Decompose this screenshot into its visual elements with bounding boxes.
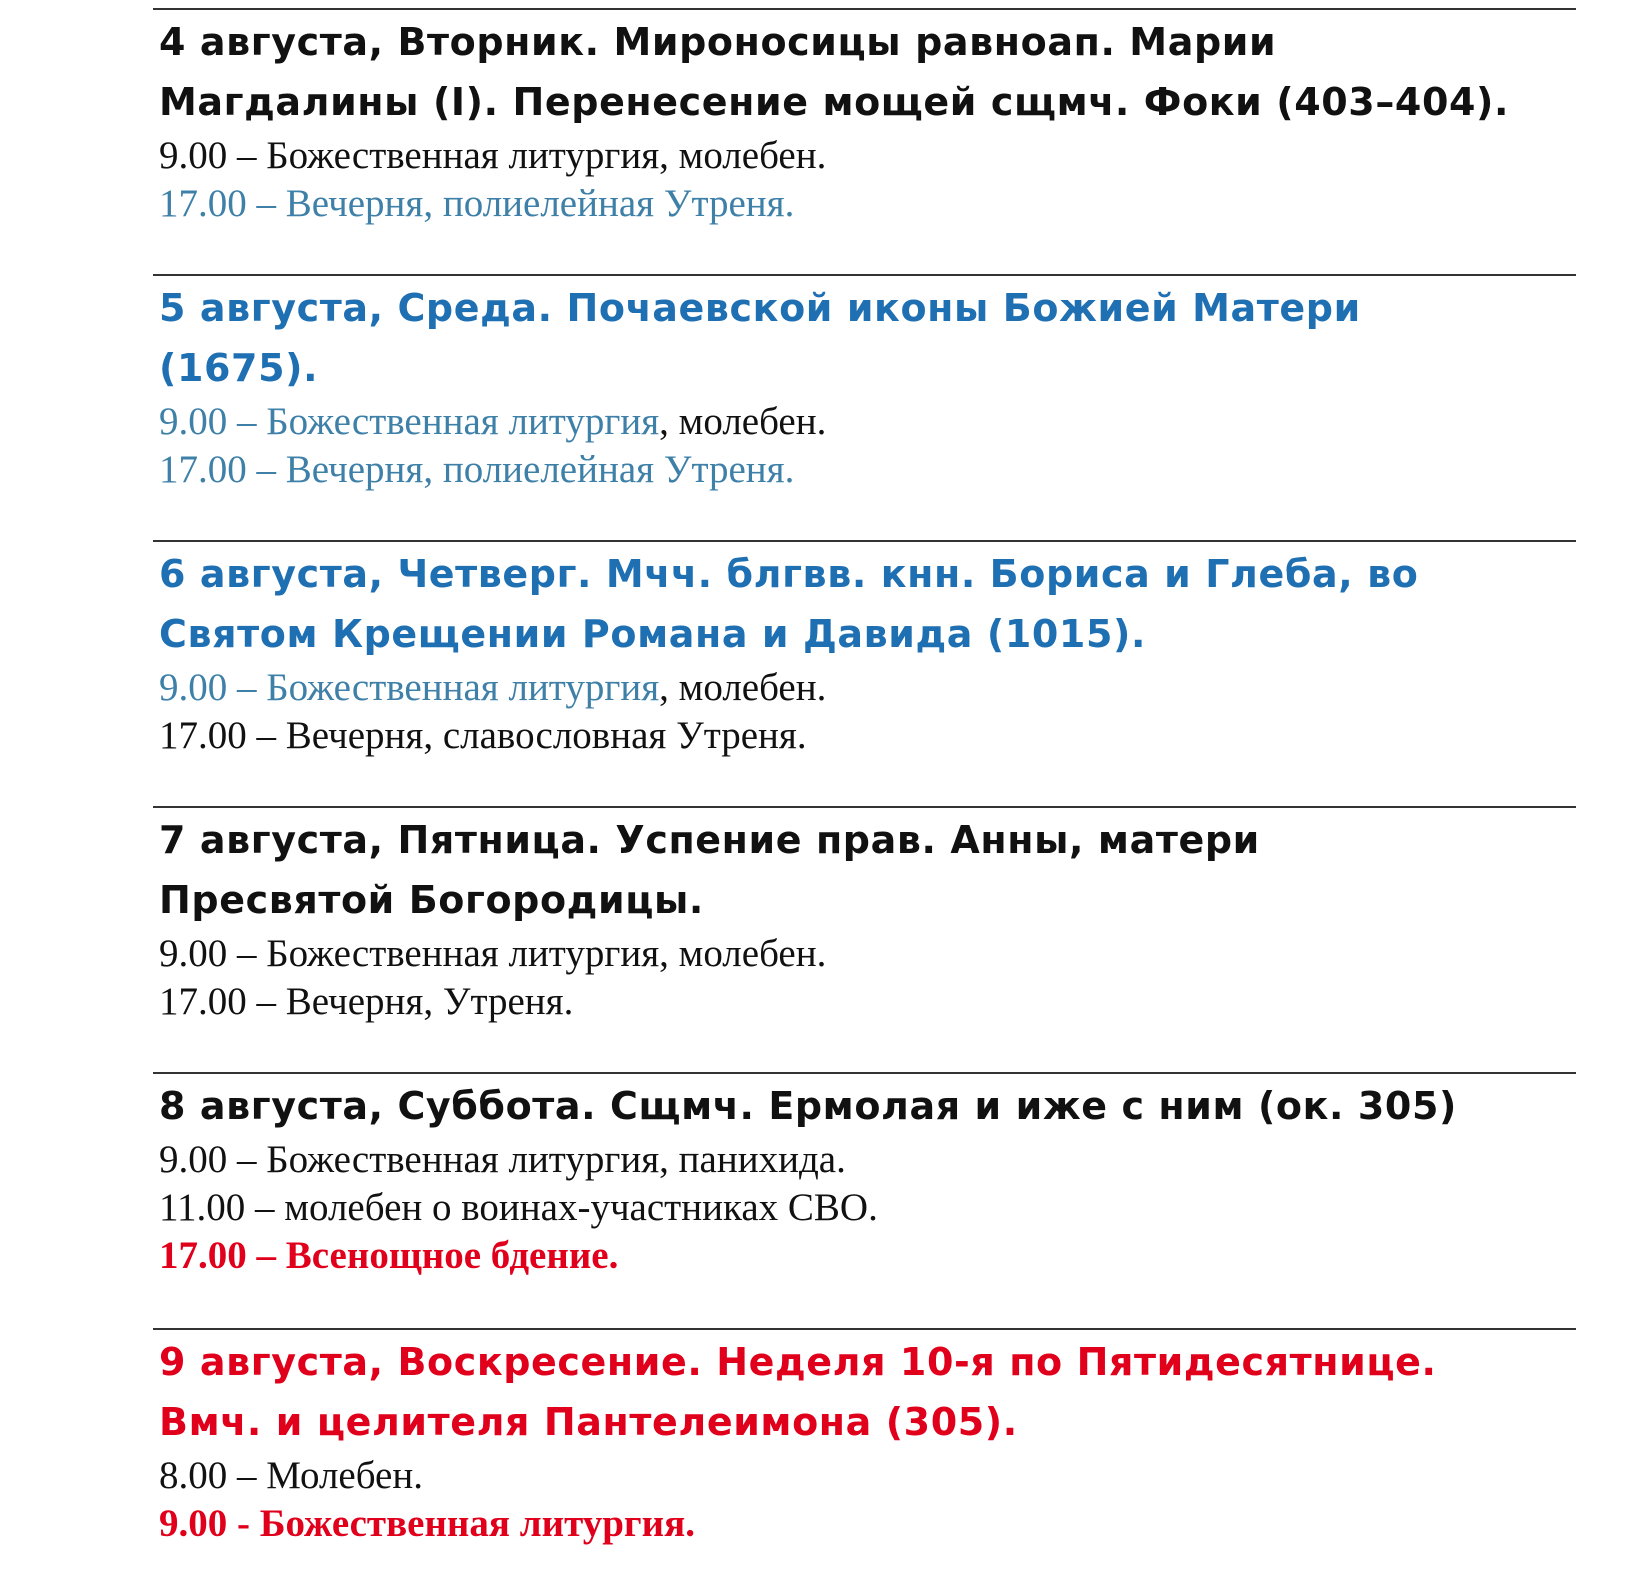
day-title: 4 августа, Вторник. Мироносицы равноап. Марии bbox=[159, 20, 1277, 64]
day-entry bbox=[153, 12, 1576, 228]
service-text: 11.00 – молебен о воинах-участниках СВО. bbox=[159, 1186, 878, 1229]
service-line bbox=[159, 978, 1576, 1026]
service-text: 9.00 – Божественная литургия, панихида. bbox=[159, 1138, 846, 1181]
service-text: 9.00 – Божественная литургия, молебен. bbox=[159, 932, 827, 975]
day-entry bbox=[153, 1332, 1576, 1548]
day-entry bbox=[153, 278, 1576, 494]
divider-line bbox=[153, 1072, 1576, 1074]
day-title: 5 августа, Среда. Почаевской иконы Божией Матери bbox=[159, 286, 1361, 330]
service-line bbox=[159, 446, 1576, 494]
service-line bbox=[159, 712, 1576, 760]
day-entry bbox=[153, 810, 1576, 1026]
divider-line bbox=[153, 540, 1576, 542]
service-line bbox=[159, 1136, 1576, 1184]
service-line bbox=[159, 1500, 1576, 1548]
service-text: , молебен. bbox=[659, 400, 827, 443]
day-title: Вмч. и целителя Пантелеимона (305). bbox=[159, 1400, 1018, 1444]
service-line bbox=[159, 1232, 1576, 1280]
service-line bbox=[159, 398, 1576, 446]
day-title: 7 августа, Пятница. Успение прав. Анны, матери bbox=[159, 818, 1260, 862]
day-title: Магдалины (I). Перенесение мощей сщмч. Фоки (403–404). bbox=[159, 80, 1510, 124]
service-line bbox=[159, 664, 1576, 712]
day-title: 8 августа, Суббота. Сщмч. Ермолая и иже с ним (ок. 305) bbox=[159, 1084, 1457, 1128]
day-entry bbox=[153, 1076, 1576, 1280]
service-text: 9.00 – Божественная литургия, молебен. bbox=[159, 134, 827, 177]
divider-line bbox=[153, 8, 1576, 10]
service-text: 9.00 – Божественная литургия bbox=[159, 400, 660, 443]
divider-line bbox=[153, 274, 1576, 276]
service-text: , молебен. bbox=[659, 666, 827, 709]
service-line bbox=[159, 930, 1576, 978]
service-line bbox=[159, 132, 1576, 180]
divider-line bbox=[153, 1328, 1576, 1330]
service-text: 9.00 - Божественная литургия. bbox=[159, 1502, 695, 1545]
service-line bbox=[159, 180, 1576, 228]
service-line bbox=[159, 1452, 1576, 1500]
day-title: 9 августа, Воскресение. Неделя 10-я по Пятидесятнице. bbox=[159, 1340, 1437, 1384]
service-text: 17.00 – Вечерня, полиелейная Утреня. bbox=[159, 448, 795, 491]
service-text: 17.00 – Вечерня, Утреня. bbox=[159, 980, 574, 1023]
service-text: 9.00 – Божественная литургия bbox=[159, 666, 660, 709]
service-line bbox=[159, 1184, 1576, 1232]
divider-line bbox=[153, 806, 1576, 808]
day-entry bbox=[153, 544, 1576, 760]
service-text: 17.00 – Всенощное бдение. bbox=[159, 1234, 619, 1277]
service-text: 8.00 – Молебен. bbox=[159, 1454, 423, 1497]
service-text: 17.00 – Вечерня, полиелейная Утреня. bbox=[159, 182, 795, 225]
day-title: Святом Крещении Романа и Давида (1015). bbox=[159, 612, 1147, 656]
service-text: 17.00 – Вечерня, славословная Утреня. bbox=[159, 714, 807, 757]
day-title: 6 августа, Четверг. Мчч. блгвв. кнн. Бориса и Глеба, во bbox=[159, 552, 1419, 596]
day-title: (1675). bbox=[159, 346, 319, 390]
day-title: Пресвятой Богородицы. bbox=[159, 878, 704, 922]
